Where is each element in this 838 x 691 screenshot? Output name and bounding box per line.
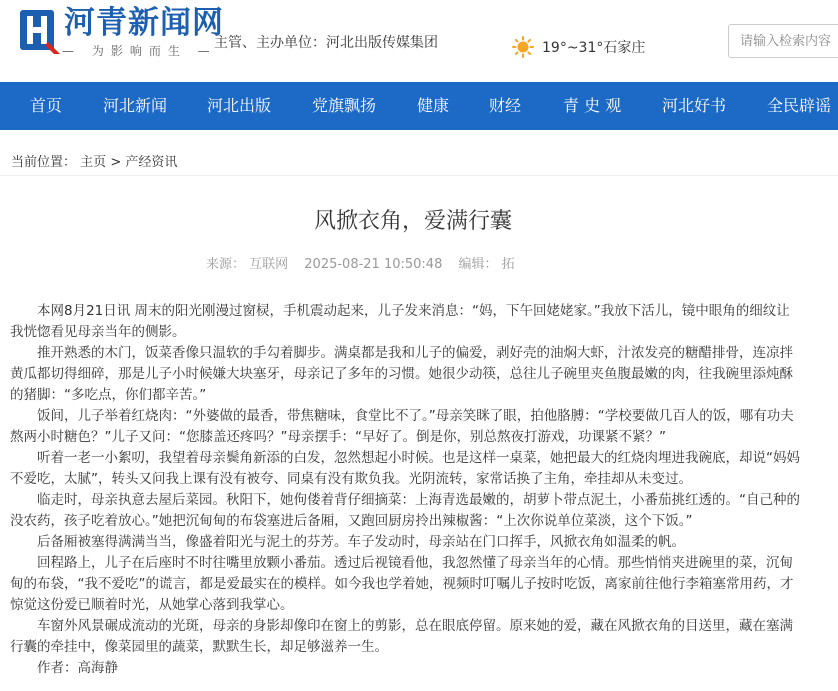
article-editor: 编辑： 拓 [458,257,515,272]
article-author: 作者：高海静 [37,660,118,676]
article-paragraph: 听着一老一小絮叨，我望着母亲鬓角新添的白发，忽然想起小时候。也是这样一桌菜，她把最大的红烧肉埋进我碗底，却说“妈妈不爱吃，太腻”，转头又问我上课有没有被夸、同桌有没有欺负我。光阴流转，家常话换了主角，牵挂却从未变过。 [10,450,800,487]
breadcrumb-label: 当前位置： [11,155,77,170]
weather-widget [512,36,645,58]
nav-item-home[interactable]: 首页 [30,96,63,115]
article-title: 风掀衣角，爱满行囊 [313,209,512,234]
breadcrumb-separator: > [110,155,122,170]
article-paragraph: 后备厢被塞得满满当当，像盛着阳光与泥土的芬芳。车子发动时，母亲站在门口挥手，风掀衣角如温柔的帆。 [37,534,685,550]
breadcrumb-divider [0,175,838,176]
weather-text: 19°~31°石家庄 [542,40,646,56]
nav-item-youth-history[interactable]: 青 史 观 [563,96,622,115]
search-input[interactable] [728,24,838,58]
breadcrumb [11,151,177,170]
nav-item-finance[interactable]: 财经 [489,96,522,115]
article-meta [206,253,527,272]
nav-item-hebei-publishing[interactable]: 河北出版 [207,96,272,115]
breadcrumb-section-link[interactable]: 产经资讯 [125,155,178,170]
article-paragraph: 本网8月21日讯 周末的阳光刚漫过窗棂，手机震动起来，儿子发来消息：“妈，下午回姥姥家。”我放下活儿，镜中眼角的细纹让我恍惚看见母亲当年的侧影。 [10,303,790,340]
article-datetime: 2025-08-21 10:50:48 [304,257,443,272]
sun-icon [512,36,534,58]
article-paragraph: 推开熟悉的木门，饭菜香像只温软的手勾着脚步。满桌都是我和儿子的偏爱，剥好壳的油焖大虾，汁浓发亮的糖醋排骨，连凉拌黄瓜都切得细碎，那是儿子小时候嫌大块塞牙，母亲记了多年的习惯。她很少动筷，总往儿子碗里夹鱼腹最嫩的肉，往我碗里添炖酥的猪脚：“多吃点，你们都辛苦。” [10,345,793,403]
nav-item-rumor-refute[interactable]: 全民辟谣 [767,96,832,115]
article-paragraph: 回程路上，儿子在后座时不时往嘴里放颗小番茄。透过后视镜看他，我忽然懂了母亲当年的心情。那些悄悄夹进碗里的菜，沉甸甸的布袋，“我不爱吃”的谎言，都是爱最实在的模样。如今我也学着她，视频时叮嘱儿子按时吃饭，离家前往他行李箱塞常用药，才惊觉这份爱已顺着时光，从她掌心落到我掌心。 [10,555,794,613]
site-logo[interactable] [18,4,224,62]
nav-item-party-flag[interactable]: 党旗飘扬 [312,96,377,115]
article-source: 来源： 互联网 [206,257,289,272]
main-nav [0,82,838,130]
logo-mark-icon [18,6,62,56]
nav-item-good-books[interactable]: 河北好书 [662,96,727,115]
article-paragraph: 车窗外风景碾成流动的光斑，母亲的身影却像印在窗上的剪影，总在眼底停留。原来她的爱，藏在风掀衣角的目送里，藏在塞满行囊的牵挂中，像菜园里的蔬菜，默默生长，却足够滋养一生。 [10,618,793,655]
site-header [0,0,838,82]
breadcrumb-home-link[interactable]: 主页 [80,155,107,170]
article-body [10,301,801,679]
sponsor-text: 主管、主办单位：河北出版传媒集团 [214,35,438,51]
article-paragraph: 临走时，母亲执意去屋后菜园。秋阳下，她佝偻着背仔细摘菜：上海青选最嫩的，胡萝卜带点泥土，小番茄挑红透的。“自己种的没农药，孩子吃着放心。”她把沉甸甸的布袋塞进后备厢，又跑回厨房拎出辣椒酱：“上次你说单位菜淡，这个下饭。” [10,492,800,529]
logo-slogan: — 为影响而生 — [62,44,217,58]
nav-item-health[interactable]: 健康 [417,96,450,115]
article-paragraph: 饭间，儿子举着红烧肉：“外婆做的最香，带焦糖味，食堂比不了。”母亲笑眯了眼，拍他胳膊：“学校要做几百人的饭，哪有功夫熬两小时糖色？”儿子又问：“您膝盖还疼吗？”母亲摆手：“早好了。倒是你，别总熬夜打游戏，功课紧不紧？” [10,408,794,445]
logo-title: 河青新闻网 [64,5,224,41]
nav-item-hebei-news[interactable]: 河北新闻 [103,96,168,115]
